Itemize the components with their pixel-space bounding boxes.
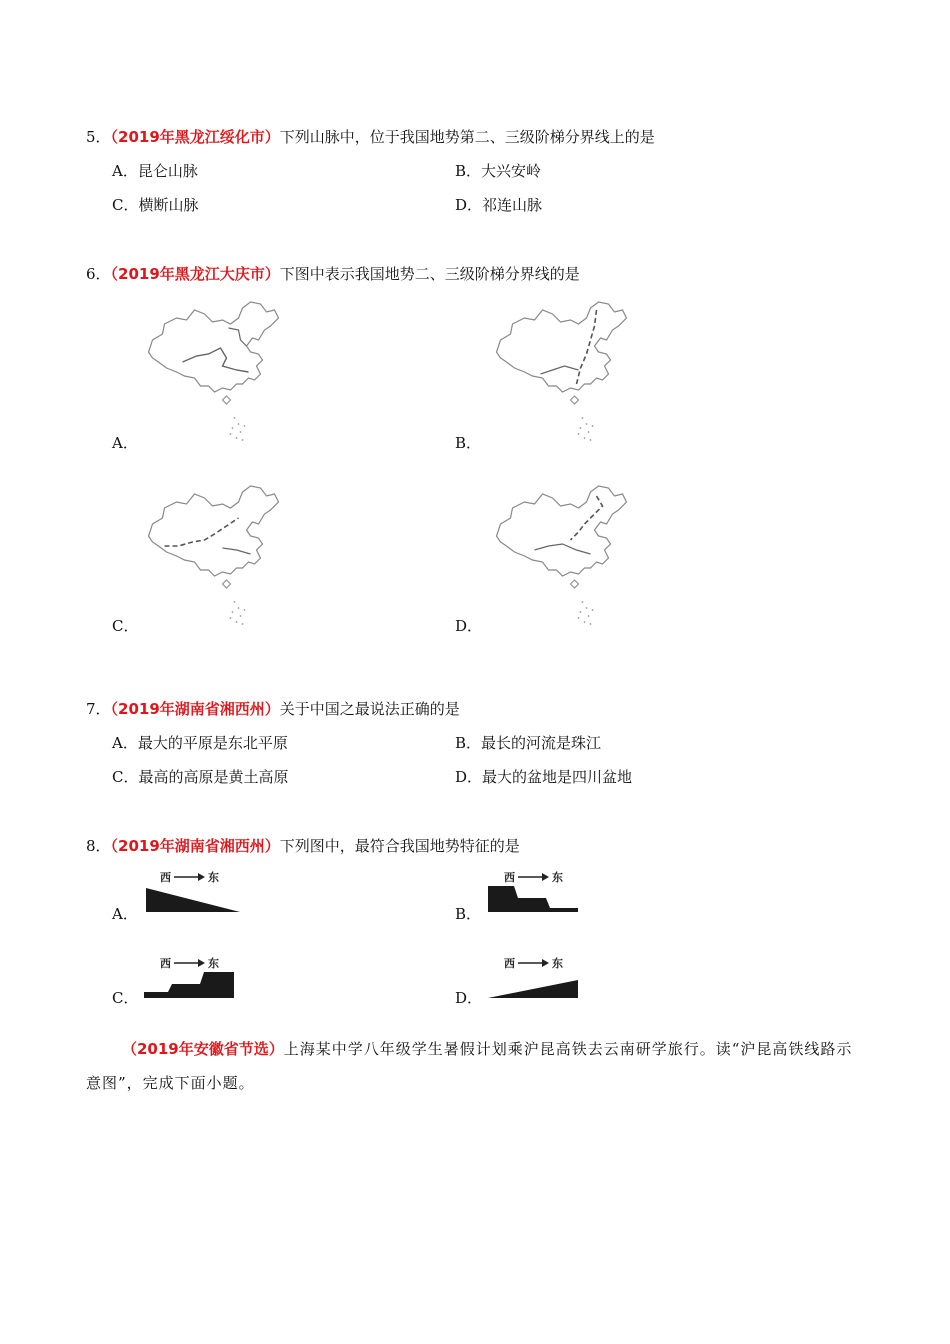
east-label: 东: [208, 871, 219, 884]
question-text: 关于中国之最说法正确的是: [279, 700, 460, 718]
option-d[interactable]: D．最大的盆地是四川盆地: [455, 768, 633, 786]
west-label: 西: [504, 957, 515, 970]
passage: [86, 1032, 866, 1100]
china-map-option-d: [488, 484, 633, 634]
terrain-profile-option-b: [484, 866, 590, 916]
option-b[interactable]: B．: [455, 905, 482, 923]
option-b[interactable]: B．大兴安岭: [455, 162, 542, 180]
question-number: 8．: [86, 837, 111, 855]
question-6-stem: [86, 263, 580, 284]
option-c[interactable]: C．: [112, 989, 139, 1007]
question-number: 6．: [86, 265, 111, 283]
option-d[interactable]: D．: [455, 617, 483, 635]
option-c[interactable]: C．: [112, 617, 139, 635]
terrain-profile-option-a: [140, 866, 246, 916]
question-number: 7．: [86, 700, 111, 718]
option-d[interactable]: D．: [455, 989, 483, 1007]
option-a[interactable]: A．昆仑山脉: [112, 162, 198, 180]
china-map-option-b: [488, 300, 633, 450]
option-b[interactable]: B．: [455, 434, 482, 452]
question-number: 5．: [86, 128, 111, 146]
option-d[interactable]: D．祁连山脉: [455, 196, 543, 214]
west-label: 西: [160, 871, 171, 884]
option-a[interactable]: A．: [112, 905, 138, 923]
question-7-stem: [86, 698, 460, 719]
question-8-stem: [86, 835, 520, 856]
option-a[interactable]: A．: [112, 434, 138, 452]
passage-text: 上海某中学八年级学生暑假计划乘沪昆高铁去云南研学旅行。读“沪昆高铁线路示意图”，完成下面小题。: [86, 1040, 853, 1092]
east-label: 东: [208, 957, 219, 970]
terrain-profile-option-c: [140, 952, 246, 1002]
passage-source: （2019年安徽省节选）: [122, 1040, 284, 1058]
terrain-profile-option-d: [484, 952, 590, 1002]
east-label: 东: [552, 871, 563, 884]
west-label: 西: [160, 957, 171, 970]
question-text: 下列山脉中，位于我国地势第二、三级阶梯分界线上的是: [279, 128, 655, 146]
question-source: （2019年黑龙江绥化市）: [110, 128, 280, 146]
question-5-stem: [86, 126, 655, 147]
option-c[interactable]: C．最高的高原是黄土高原: [112, 768, 289, 786]
west-label: 西: [504, 871, 515, 884]
question-source: （2019年黑龙江大庆市）: [110, 265, 280, 283]
question-source: （2019年湖南省湘西州）: [110, 700, 280, 718]
option-a[interactable]: A．最大的平原是东北平原: [112, 734, 288, 752]
option-c[interactable]: C．横断山脉: [112, 196, 199, 214]
question-text: 下图中表示我国地势二、三级阶梯分界线的是: [279, 265, 580, 283]
question-source: （2019年湖南省湘西州）: [110, 837, 280, 855]
option-b[interactable]: B．最长的河流是珠江: [455, 734, 602, 752]
china-map-option-a: [140, 300, 285, 450]
east-label: 东: [552, 957, 563, 970]
question-text: 下列图中，最符合我国地势特征的是: [279, 837, 520, 855]
china-map-option-c: [140, 484, 285, 634]
